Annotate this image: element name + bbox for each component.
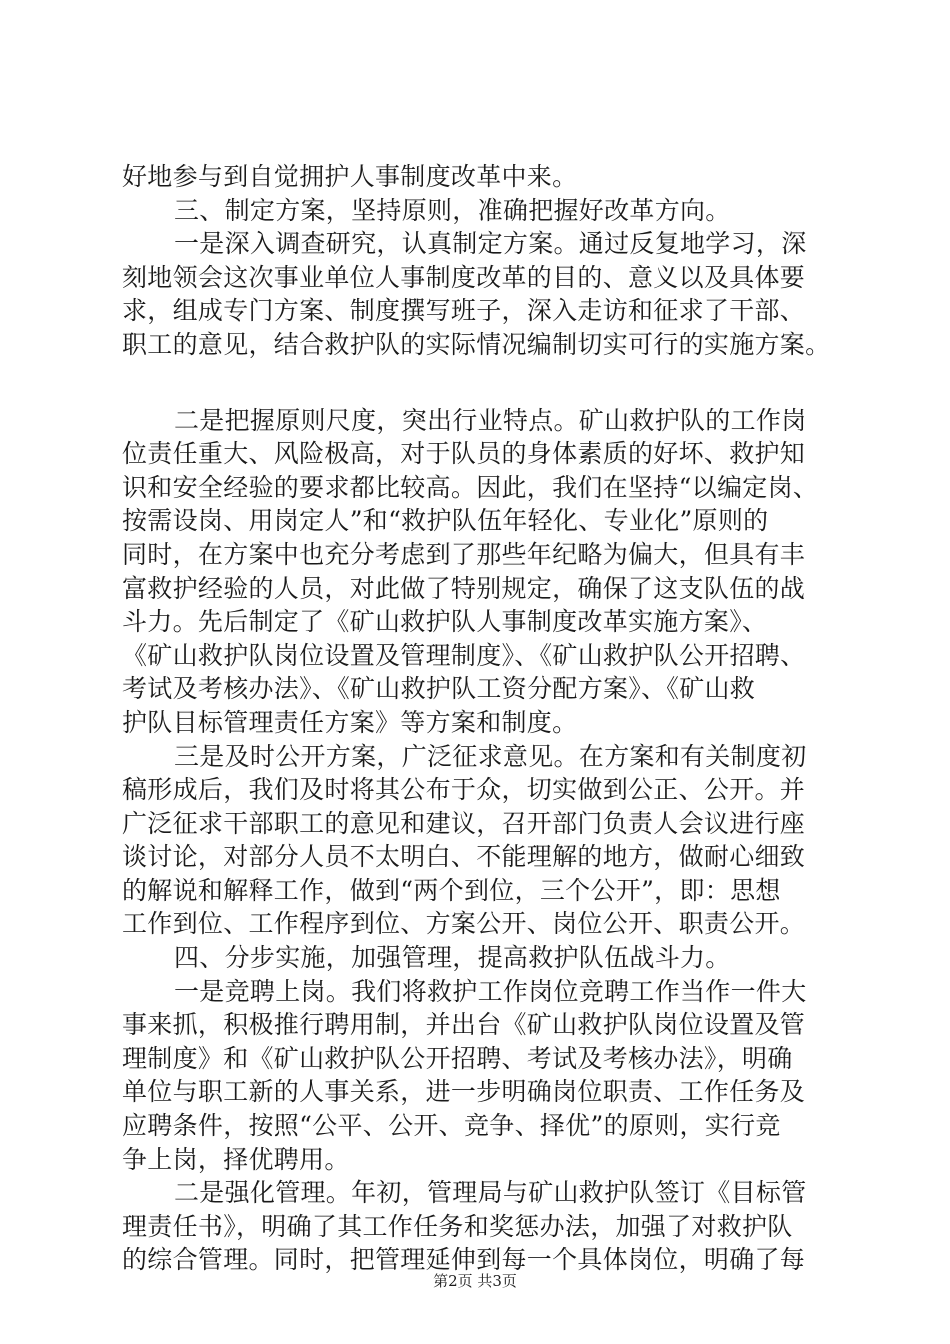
text-line: 理制度》和《矿山救护队公开招聘、考试及考核办法》，明确	[122, 1043, 793, 1073]
page-footer: 第2页 共3页	[433, 1272, 517, 1290]
text-line: 的解说和解释工作，做到“两个到位，三个公开”，即：思想	[122, 875, 781, 905]
text-line: 求，组成专门方案、制度撰写班子，深入走访和征求了干部、	[122, 296, 806, 326]
text-line: 稿形成后，我们及时将其公布于众，切实做到公正、公开。并	[122, 775, 806, 805]
text-line: 三是及时公开方案，广泛征求意见。在方案和有关制度初	[174, 741, 807, 771]
text-line: 考试及考核办法》、《矿山救护队工资分配方案》、《矿山救	[122, 674, 756, 704]
text-line: 二是把握原则尺度，突出行业特点。矿山救护队的工作岗	[174, 405, 807, 435]
text-line: 斗力。先后制定了《矿山救护队人事制度改革实施方案》、	[122, 607, 768, 637]
text-line: 的综合管理。同时，把管理延伸到每一个具体岗位，明确了每	[122, 1245, 806, 1275]
text-line: 单位与职工新的人事关系，进一步明确岗位职责、工作任务及	[122, 1077, 806, 1107]
text-line: 争上岗，择优聘用。	[122, 1144, 350, 1174]
text-line: 《矿山救护队岗位设置及管理制度》、《矿山救护队公开招聘、	[122, 640, 806, 670]
text-line: 工作到位、工作程序到位、方案公开、岗位公开、职责公开。	[122, 909, 806, 939]
text-line: 同时，在方案中也充分考虑到了那些年纪略为偏大，但具有丰	[122, 539, 806, 569]
text-line: 事来抓，积极推行聘用制，并出台《矿山救护队岗位设置及管	[122, 1010, 806, 1040]
text-line: 应聘条件，按照“公平、公开、竞争、择优”的原则，实行竞	[122, 1111, 781, 1141]
text-line: 二是强化管理。年初，管理局与矿山救护队签订《目标管	[174, 1178, 807, 1208]
document-body	[122, 160, 834, 1277]
text-line: 位责任重大、风险极高，对于队员的身体素质的好坏、救护知	[122, 439, 806, 469]
text-line: 识和安全经验的要求都比较高。因此，我们在坚持“以编定岗、	[122, 472, 819, 502]
text-line: 理责任书》，明确了其工作任务和奖惩办法，加强了对救护队	[122, 1211, 793, 1241]
text-line: 刻地领会这次事业单位人事制度改革的目的、意义以及具体要	[122, 262, 806, 292]
text-line: 广泛征求干部职工的意见和建议，召开部门负责人会议进行座	[122, 808, 806, 838]
text-line: 好地参与到自觉拥护人事制度改革中来。	[122, 162, 578, 191]
text-line: 三、制定方案，坚持原则，准确把握好改革方向。	[174, 195, 731, 225]
text-line: 富救护经验的人员，对此做了特别规定，确保了这支队伍的战	[122, 573, 806, 603]
text-line: 按需设岗、用岗定人”和“救护队伍年轻化、专业化”原则的	[122, 506, 769, 536]
text-line: 谈讨论，对部分人员不太明白、不能理解的地方，做耐心细致	[122, 842, 806, 872]
text-line: 职工的意见，结合救护队的实际情况编制切实可行的实施方案。	[122, 329, 831, 359]
text-line: 护队目标管理责任方案》等方案和制度。	[122, 707, 578, 737]
blank-line	[122, 362, 834, 404]
text-line: 一是竞聘上岗。我们将救护工作岗位竞聘工作当作一件大	[174, 976, 807, 1006]
text-line: 四、分步实施，加强管理，提高救护队伍战斗力。	[174, 943, 731, 973]
text-line: 一是深入调查研究，认真制定方案。通过反复地学习，深	[174, 229, 807, 259]
